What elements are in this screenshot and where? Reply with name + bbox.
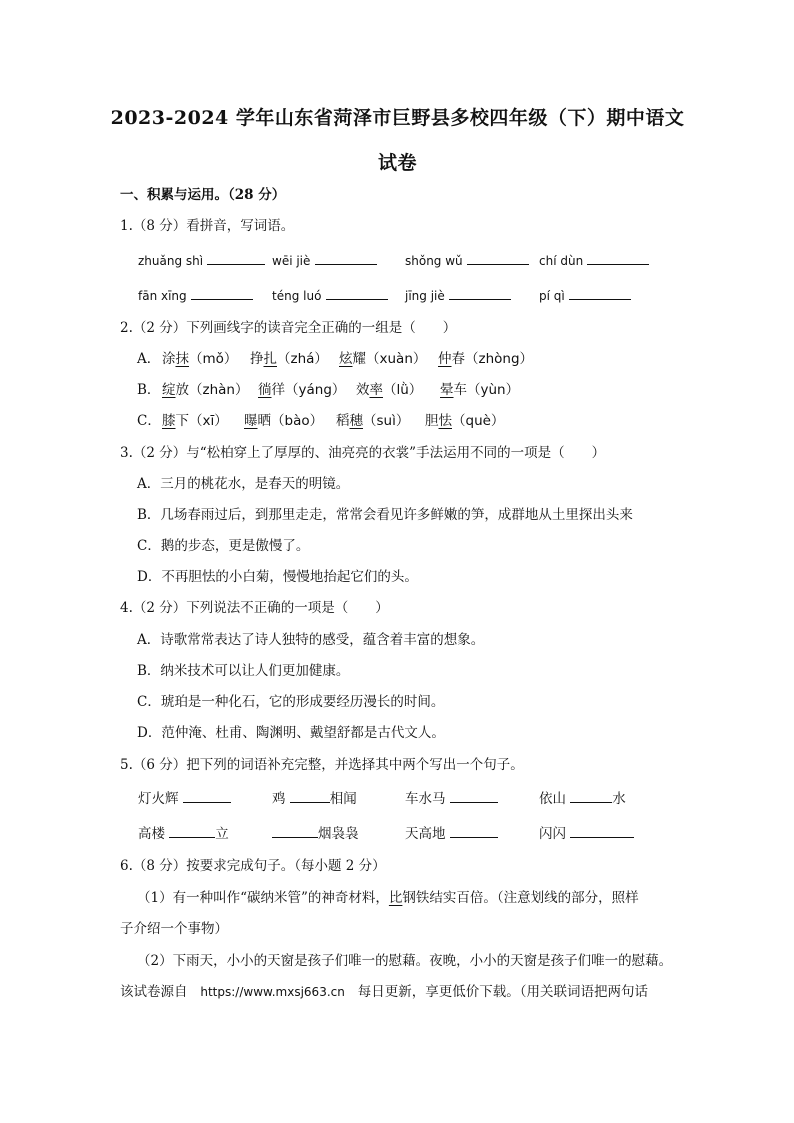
- source-url[interactable]: https://www.mxsj663.cn: [200, 985, 345, 999]
- word-item: 效率（lǜ）: [356, 382, 423, 398]
- answer-blank[interactable]: [315, 251, 377, 265]
- exam-title-continued: 试卷: [377, 152, 417, 174]
- word-item: 膝下（xī）: [162, 413, 228, 429]
- idiom-item: 车水马: [405, 789, 498, 808]
- question-3-stem: 3.（2 分）与“松柏穿上了厚厚的、油亮亮的衣裳”手法运用不同的一项是（ ）: [120, 445, 606, 461]
- word-item: 涂抹（mǒ）: [162, 351, 238, 367]
- answer-blank[interactable]: [570, 789, 612, 803]
- word-item: 仲春（zhòng）: [438, 351, 534, 367]
- question-6-stem: 6.（8 分）按要求完成句子。（每小题 2 分）: [120, 858, 386, 874]
- pinyin-item: wēi jiè: [272, 251, 377, 270]
- answer-blank[interactable]: [450, 789, 498, 803]
- word-item: 挣扎（zhá）: [250, 351, 328, 367]
- exam-page: 2023-2024 学年山东省菏泽市巨野县多校四年级（下）期中语文 试卷 一、积累与运用。（28 分） 1.（8 分）看拼音，写词语。 zhuǎng shì wēi jiè shǒng wǔ chí dùn fān xīng téng luó jīng jiè pí qì 2.（2 分）下列画线字的读音完全正确的一组是（ ） A． 涂抹（mǒ） 挣扎（zhá） 炫耀（xuàn） 仲春（zhòng） B． 绽放（zhàn） 徜徉（yáng） 效率（lǜ） 晕车（yùn） C． 膝下（xī） 曝晒（bào） 稻穗（suì） 胆怯（què） 3.（2 分）与“松柏穿上了厚厚的、油亮亮的衣裳”手法运用不同的一项是（ ） A．三月的桃花水，是春天的明镜。 B．几场春雨过后，到那里走走，常常会看见许多鲜嫩的笋，成群地从土里探出头来 C．鹅的步态，更是傲慢了。 D．不再胆怯的小白菊，慢慢地抬起它们的头。 4.（2 分）下列说法不正确的一项是（ ） A．诗歌常常表达了诗人独特的感受，蕴含着丰富的想象。 B．纳米技术可以让人们更加健康。 C．琥珀是一种化石，它的形成要经历漫长的时间。 D．范仲淹、杜甫、陶渊明、戴望舒都是古代文人。 5.（6 分）把下列的词语补充完整，并选择其中两个写出一个句子。 灯火辉 鸡 相闻 车水马 依山 水 高楼 立 烟袅袅 天高地 闪闪 6.（8 分）按要求完成句子。（每小题 2 分） （1）有一种叫作“碳纳米管”的神奇材料，比钢铁结实百倍。（注意划线的部分，照样 子介绍一个事物） （2）下雨天，小小的天窗是孩子们唯一的慰藉。夜晚，小小的天窗是孩子们唯一的慰藉。 该试卷源自 https://www.mxsj663.cn 每日更新，享更低价下载。（用关联词语把两句话: [0, 0, 794, 1123]
- idiom-item: 依山 水: [539, 791, 626, 807]
- word-item: 胆怯（què）: [425, 413, 505, 429]
- pinyin-item: pí qì: [539, 286, 631, 305]
- answer-blank[interactable]: [183, 789, 231, 803]
- word-item: 徜徉（yáng）: [258, 382, 346, 398]
- word-item: 炫耀（xuàn）: [339, 351, 427, 367]
- option-c[interactable]: C．琥珀是一种化石，它的形成要经历漫长的时间。: [137, 694, 445, 710]
- answer-blank[interactable]: [569, 286, 631, 300]
- answer-blank[interactable]: [326, 286, 388, 300]
- option-d[interactable]: D．范仲淹、杜甫、陶渊明、戴望舒都是古代文人。: [137, 725, 445, 741]
- subquestion-1-continued: 子介绍一个事物）: [120, 921, 228, 937]
- section-heading: 一、积累与运用。（28 分）: [120, 187, 286, 203]
- answer-blank[interactable]: [272, 824, 318, 838]
- pinyin-item: jīng jiè: [405, 286, 511, 305]
- pinyin-item: chí dùn: [539, 251, 649, 270]
- answer-blank[interactable]: [570, 824, 634, 838]
- answer-blank[interactable]: [290, 789, 330, 803]
- option-b[interactable]: B．纳米技术可以让人们更加健康。: [137, 663, 350, 679]
- question-4-stem: 4.（2 分）下列说法不正确的一项是（ ）: [120, 600, 389, 616]
- question-1-stem: 1.（8 分）看拼音，写词语。: [120, 218, 295, 234]
- answer-blank[interactable]: [191, 286, 253, 300]
- option-c[interactable]: C．鹅的步态，更是傲慢了。: [137, 538, 310, 554]
- pinyin-item: téng luó: [272, 286, 388, 305]
- idiom-item: 天高地: [405, 824, 498, 843]
- idiom-item: 鸡 相闻: [272, 791, 357, 807]
- pinyin-item: fān xīng: [138, 286, 253, 305]
- pinyin-item: zhuǎng shì: [138, 251, 265, 270]
- option-b[interactable]: B．几场春雨过后，到那里走走，常常会看见许多鲜嫩的笋，成群地从土里探出头来: [137, 507, 633, 523]
- subquestion-1: （1）有一种叫作“碳纳米管”的神奇材料，比钢铁结实百倍。（注意划线的部分，照样: [137, 890, 639, 906]
- question-5-stem: 5.（6 分）把下列的词语补充完整，并选择其中两个写出一个句子。: [120, 757, 524, 773]
- idiom-item: 灯火辉: [138, 789, 231, 808]
- answer-blank[interactable]: [467, 251, 529, 265]
- word-item: 曝晒（bào）: [244, 413, 324, 429]
- question-2-stem: 2.（2 分）下列画线字的读音完全正确的一组是（ ）: [120, 320, 457, 336]
- answer-blank[interactable]: [450, 824, 498, 838]
- option-a[interactable]: A．诗歌常常表达了诗人独特的感受，蕴含着丰富的想象。: [137, 632, 485, 648]
- answer-blank[interactable]: [207, 251, 265, 265]
- option-a[interactable]: A．三月的桃花水，是春天的明镜。: [137, 476, 350, 492]
- subquestion-2: （2）下雨天，小小的天窗是孩子们唯一的慰藉。夜晚，小小的天窗是孩子们唯一的慰藉。: [137, 953, 673, 969]
- word-item: 晕车（yùn）: [440, 382, 520, 398]
- idiom-item: 高楼 立: [138, 826, 229, 842]
- answer-blank[interactable]: [587, 251, 649, 265]
- source-notice: 该试卷源自 https://www.mxsj663.cn 每日更新，享更低价下载。（用关联词语把两句话: [120, 984, 648, 1000]
- option-d[interactable]: D．不再胆怯的小白菊，慢慢地抬起它们的头。: [137, 569, 418, 585]
- pinyin-item: shǒng wǔ: [405, 251, 529, 270]
- answer-blank[interactable]: [169, 824, 215, 838]
- answer-blank[interactable]: [449, 286, 511, 300]
- idiom-item: 烟袅袅: [272, 824, 359, 843]
- idiom-item: 闪闪: [539, 824, 634, 843]
- word-item: 绽放（zhàn）: [162, 382, 249, 398]
- exam-title: 2023-2024 学年山东省菏泽市巨野县多校四年级（下）期中语文: [110, 107, 685, 129]
- word-item: 稻穗（suì）: [336, 413, 410, 429]
